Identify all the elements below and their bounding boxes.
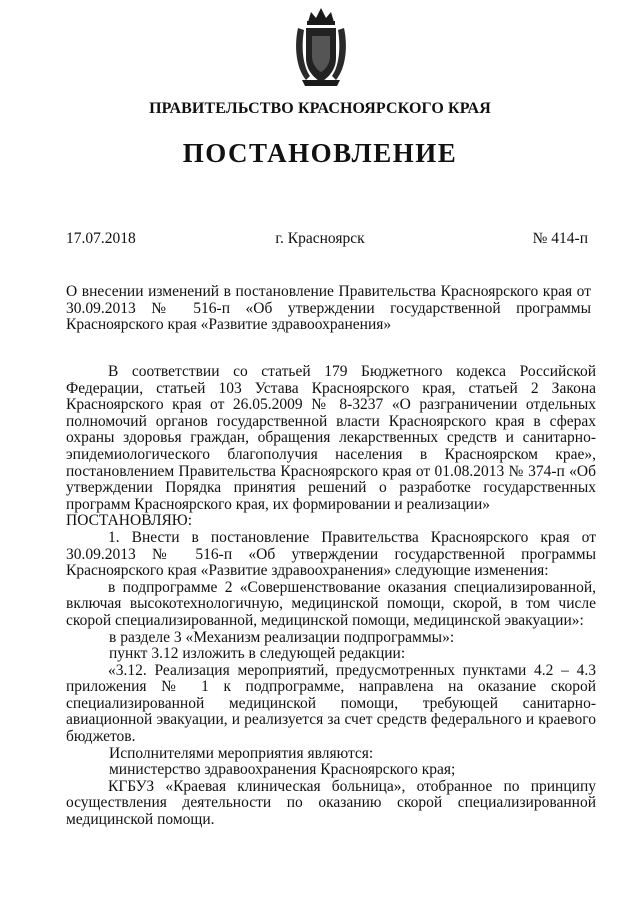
paragraph-hospital: КГБУЗ «Краевая клиническая больница», отобранное по принципу осуществления деятельности по оказанию скорой специализированной медицинской помощи. xyxy=(66,777,596,829)
preamble-paragraph: В соответствии со статьей 179 Бюджетного кодекса Российской Федерации, статьей 103 Устава Красноярского края, статьей 2 Закона Красноярского края от 26.05.2009 № 8-3237 «О разграничении отдельных полномочий органов государственной власти Красноярского края в сферах охраны здоровья граждан, обращения лекарственных средств и санитарно-эпидемиологического благополучия населения в Красноярском крае», постановлением Правительства Красноярского края от 01.08.2013 № 374-п «Об утверждении Порядка принятия решений о разработке государственных программ Красноярского края, их формировании и реализации» xyxy=(66,363,596,513)
document-date: 17.07.2018 xyxy=(66,230,136,247)
document-subject: О внесении изменений в постановление Правительства Красноярского края от 30.09.2013 № 516-п «Об утверждении государственной программы Красноярского края «Развитие здравоохранения» xyxy=(66,283,591,333)
paragraph-item: пункт 3.12 изложить в следующей редакции: xyxy=(109,645,406,663)
coat-of-arms-emblem xyxy=(294,6,348,88)
government-name: ПРАВИТЕЛЬСТВО КРАСНОЯРСКОГО КРАЯ xyxy=(149,100,491,117)
document-body xyxy=(66,364,596,829)
paragraph-executors: Исполнителями мероприятия являются: xyxy=(109,744,374,762)
paragraph-subprogram: в подпрограмме 2 «Совершенствование оказания специализированной, включая высокотехнологичную, медицинской помощи, скорой, в том числе скорой специализированной, медицинской помощи, медицинской эвакуации»: xyxy=(66,578,596,629)
paragraph-3-12: «3.12. Реализация мероприятий, предусмотренных пунктами 4.2 – 4.3 приложения № 1 к подпрограмме, направлена на оказание скорой специализированной медицинской помощи, требующей санитарно-авиационной эвакуации, и реализуется за счет средств федерального и краевого бюджетов. xyxy=(66,661,596,746)
document-number: № 414-п xyxy=(532,230,588,247)
paragraph-1: 1. Внести в постановление Правительства Красноярского края от 30.09.2013 № 516-п «Об утверждении государственной программы Красноярского края «Развитие здравоохранения» следующие изменения: xyxy=(66,528,596,580)
document-city: г. Красноярск xyxy=(275,230,365,247)
document-type-title: ПОСТАНОВЛЕНИЕ xyxy=(182,138,458,168)
resolve-heading: ПОСТАНОВЛЯЮ: xyxy=(66,512,193,530)
paragraph-ministry: министерство здравоохранения Красноярского края; xyxy=(109,761,456,779)
paragraph-section: в разделе 3 «Механизм реализации подпрограммы»: xyxy=(109,628,455,646)
